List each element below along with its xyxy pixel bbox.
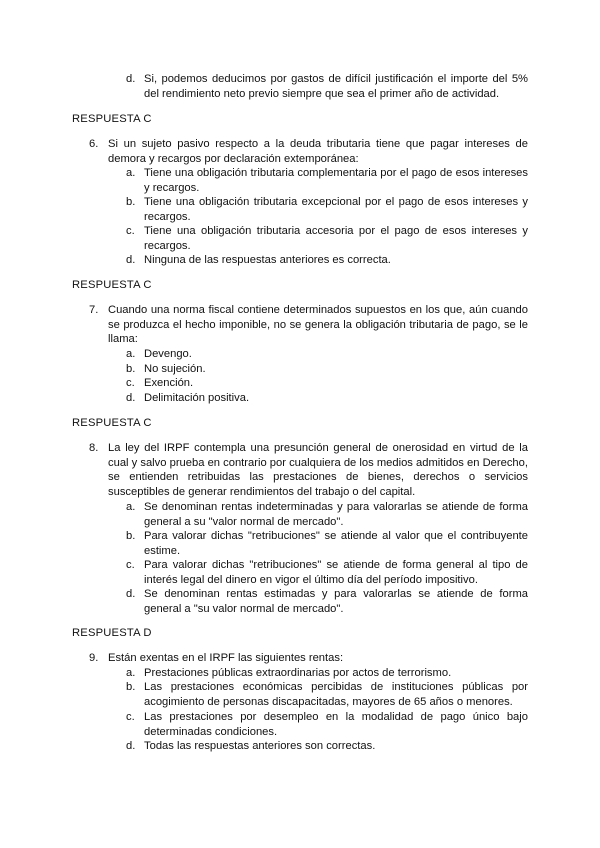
question-number: 7.: [89, 304, 99, 316]
option-letter: b.: [126, 363, 136, 375]
option-letter: a.: [126, 167, 136, 179]
q8-answer: RESPUESTA D: [72, 627, 152, 639]
q9-option-b: Las prestaciones económicas percibidas de instituciones públicas por acogimiento de personas discapacitadas, mayores de 65 años o menores.: [144, 681, 528, 708]
option-letter: a.: [126, 667, 136, 679]
q7-option-c: Exención.: [144, 377, 194, 389]
q8-option-a: Se denominan rentas indeterminadas y para valorarlas se atiende de forma general a su "valor normal de mercado".: [144, 501, 528, 528]
q6-option-b: Tiene una obligación tributaria excepcional por el pago de esos intereses y recargos.: [144, 196, 528, 223]
option-letter: d.: [126, 254, 136, 266]
option-letter: c.: [126, 711, 135, 723]
option-letter: b.: [126, 196, 136, 208]
q7-option-a: Devengo.: [144, 348, 192, 360]
option-letter: c.: [126, 559, 135, 571]
q7-answer: RESPUESTA C: [72, 417, 152, 429]
q7-option-b: No sujeción.: [144, 363, 206, 375]
q6-answer: RESPUESTA C: [72, 279, 152, 291]
option-letter: b.: [126, 530, 136, 542]
option-letter: c.: [126, 377, 135, 389]
option-letter: d.: [126, 73, 136, 85]
question-number: 6.: [89, 138, 99, 150]
q6-option-d: Ninguna de las respuestas anteriores es correcta.: [144, 254, 391, 266]
question-number: 8.: [89, 442, 99, 454]
q6-text: Si un sujeto pasivo respecto a la deuda tributaria tiene que pagar intereses de demora y recargos por declaración extemporánea:: [108, 138, 528, 165]
option-letter: b.: [126, 681, 136, 693]
q5-answer: RESPUESTA C: [72, 113, 152, 125]
q7-option-d: Delimitación positiva.: [144, 392, 250, 404]
q8-option-b: Para valorar dichas "retribuciones" se atiende al valor que el contribuyente estime.: [144, 530, 528, 557]
q9-option-d: Todas las respuestas anteriores son correctas.: [144, 740, 376, 752]
question-number: 9.: [89, 652, 99, 664]
q8-text: La ley del IRPF contempla una presunción general de onerosidad en virtud de la cual y salvo prueba en contrario por cualquiera de los medios admitidos en Derecho, se entienden retribuidas las prestaciones de bienes, derechos o servicios susceptibles de generar rendimientos del trabajo o del capital.: [108, 442, 528, 498]
option-letter: d.: [126, 740, 136, 752]
option-letter: d.: [126, 588, 136, 600]
q6-option-a: Tiene una obligación tributaria complementaria por el pago de esos intereses y recargos.: [144, 167, 528, 194]
option-letter: c.: [126, 225, 135, 237]
option-letter: a.: [126, 501, 136, 513]
q7-text: Cuando una norma fiscal contiene determinados supuestos en los que, aún cuando se produzca el hecho imponible, no se genera la obligación tributaria de pago, se le llama:: [108, 304, 528, 346]
q9-option-a: Prestaciones públicas extraordinarias por actos de terrorismo.: [144, 667, 452, 679]
q8-option-c: Para valorar dichas "retribuciones" se atiende de forma general al tipo de interés legal del dinero en vigor el último día del período impositivo.: [144, 559, 528, 586]
q9-option-c: Las prestaciones por desempleo en la modalidad de pago único bajo determinadas condiciones.: [144, 711, 528, 738]
option-letter: d.: [126, 392, 136, 404]
q8-option-d: Se denominan rentas estimadas y para valorarlas se atiende de forma general a "su valor normal de mercado".: [144, 588, 528, 615]
q5-option-d: Si, podemos deducimos por gastos de difícil justificación el importe del 5% del rendimiento neto previo siempre que sea el primer año de actividad.: [144, 73, 528, 100]
q9-text: Están exentas en el IRPF las siguientes rentas:: [108, 652, 344, 664]
q6-option-c: Tiene una obligación tributaria accesoria por el pago de esos intereses y recargos.: [144, 225, 528, 252]
option-letter: a.: [126, 348, 136, 360]
